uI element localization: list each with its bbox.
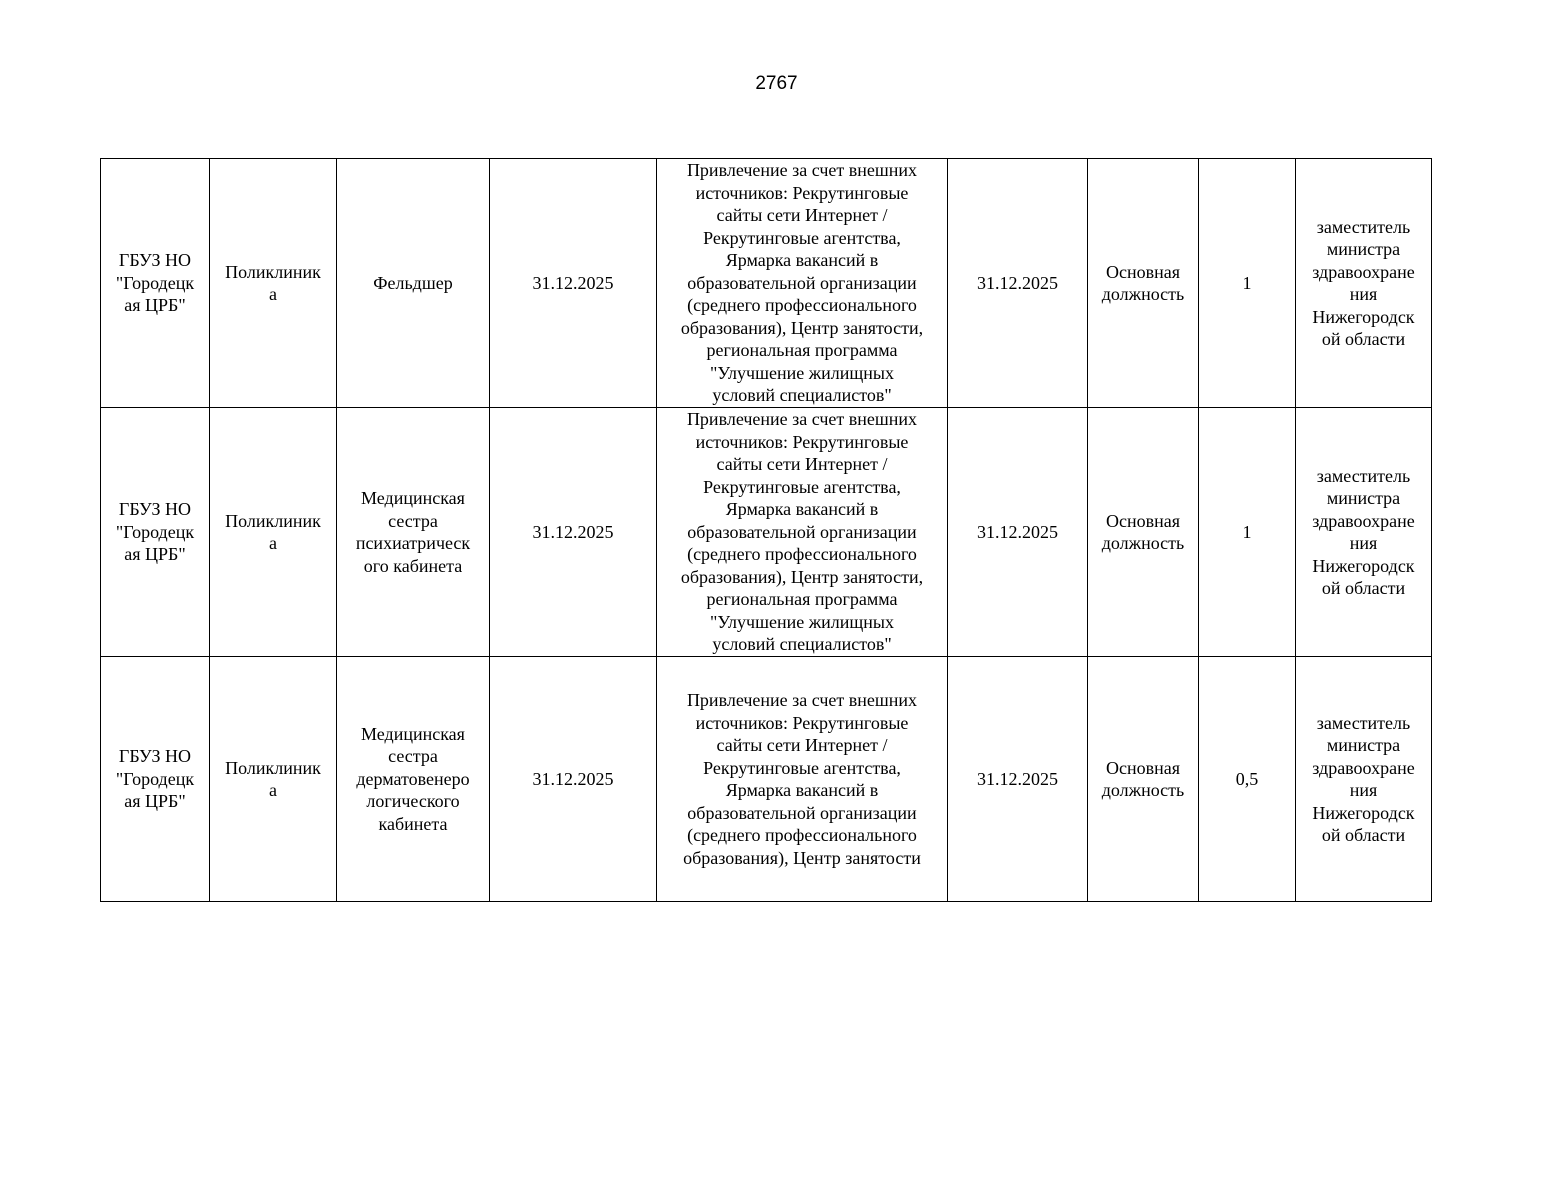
method-cell	[657, 159, 948, 408]
unit-cell	[210, 408, 337, 657]
position-text: Медицинская сестра психиатрическ ого кабинета	[355, 488, 471, 576]
position-text: Медицинская сестра дерматовенеро логического кабинета	[356, 723, 470, 834]
deadline-date-cell	[948, 408, 1088, 657]
planned-date-cell	[490, 159, 657, 408]
rate-text: 0,5	[1235, 768, 1259, 789]
unit-text: Поликлиник а	[225, 510, 321, 553]
planned-date-text: 31.12.2025	[532, 521, 614, 542]
post-type-cell	[1088, 408, 1199, 657]
post-type-cell	[1088, 657, 1199, 902]
rate-cell	[1199, 657, 1296, 902]
planned-date-cell	[490, 408, 657, 657]
deadline-date-text: 31.12.2025	[977, 272, 1058, 293]
rate-cell	[1199, 159, 1296, 408]
planned-date-cell	[490, 657, 657, 902]
organization-text: ГБУЗ НО "Городецк ая ЦРБ"	[115, 499, 195, 565]
unit-text: Поликлиник а	[225, 757, 321, 800]
method-cell	[657, 657, 948, 902]
responsible-text: заместитель министра здравоохране ния Нижегородск ой области	[1312, 216, 1415, 349]
table-row	[101, 408, 1432, 657]
position-text: Фельдшер	[373, 272, 453, 293]
post-type-text: Основная должность	[1101, 757, 1185, 800]
method-cell	[657, 408, 948, 657]
organization-cell	[101, 408, 210, 657]
deadline-date-text: 31.12.2025	[977, 521, 1058, 542]
position-cell	[337, 159, 490, 408]
rate-cell	[1199, 408, 1296, 657]
method-text: Привлечение за счет внешних источников: Рекрутинговые сайты сети Интернет / Рекрутинговые агентства, Ярмарка вакансий в образовательной организации (среднего профессионального образования), Центр занятости, региональная программа "Улучшение жилищных условий специалистов"	[680, 409, 924, 655]
deadline-date-text: 31.12.2025	[977, 768, 1058, 789]
responsible-cell	[1296, 159, 1432, 408]
method-text: Привлечение за счет внешних источников: Рекрутинговые сайты сети Интернет / Рекрутинговые агентства, Ярмарка вакансий в образовательной организации (среднего профессионального образования), Центр занятости	[683, 690, 921, 868]
position-cell	[337, 408, 490, 657]
deadline-date-cell	[948, 159, 1088, 408]
table-row	[101, 159, 1432, 408]
organization-text: ГБУЗ НО "Городецк ая ЦРБ"	[115, 746, 195, 812]
planned-date-text: 31.12.2025	[532, 768, 614, 789]
post-type-text: Основная должность	[1101, 261, 1185, 304]
planned-date-text: 31.12.2025	[532, 272, 614, 293]
organization-text: ГБУЗ НО "Городецк ая ЦРБ"	[115, 250, 195, 316]
responsible-text: заместитель министра здравоохране ния Нижегородск ой области	[1312, 465, 1415, 598]
position-cell	[337, 657, 490, 902]
unit-cell	[210, 159, 337, 408]
unit-text: Поликлиник а	[225, 261, 321, 304]
unit-cell	[210, 657, 337, 902]
method-text: Привлечение за счет внешних источников: Рекрутинговые сайты сети Интернет / Рекрутинговые агентства, Ярмарка вакансий в образовательной организации (среднего профессионального образования), Центр занятости, региональная программа "Улучшение жилищных условий специалистов"	[680, 160, 924, 406]
deadline-date-cell	[948, 657, 1088, 902]
post-type-cell	[1088, 159, 1199, 408]
vacancy-table	[100, 158, 1432, 902]
post-type-text: Основная должность	[1101, 510, 1185, 553]
responsible-cell	[1296, 408, 1432, 657]
rate-text: 1	[1242, 521, 1252, 542]
organization-cell	[101, 159, 210, 408]
page-number: 2767	[755, 73, 798, 94]
responsible-text: заместитель министра здравоохране ния Нижегородск ой области	[1312, 712, 1415, 845]
rate-text: 1	[1242, 272, 1252, 293]
organization-cell	[101, 657, 210, 902]
table-row	[101, 657, 1432, 902]
responsible-cell	[1296, 657, 1432, 902]
